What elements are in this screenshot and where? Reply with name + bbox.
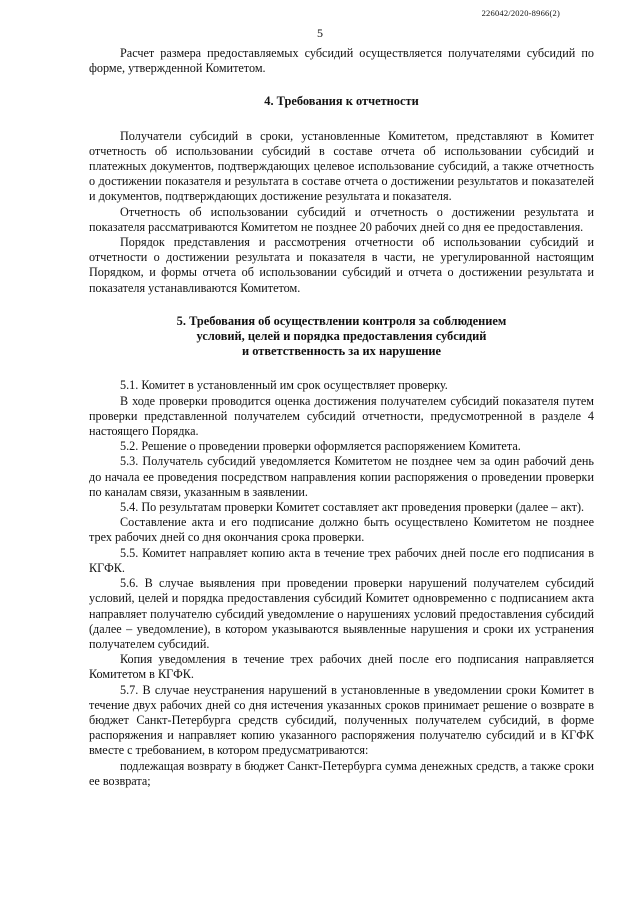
section-5-paragraph: 5.1. Комитет в установленный им срок осуществляет проверку. [120,378,448,393]
section-5-paragraph: подлежащая возврату в бюджет Санкт-Петербурга сумма денежных средств, а также сроки ее возврата; [89,758,594,788]
section-4-title: 4. Требования к отчетности [264,94,419,109]
section-5-paragraph: Составление акта и его подписание должно быть осуществлено Комитетом не позднее трех рабочих дней со дня окончания срока проверки. [89,515,594,545]
section-5-paragraph: 5.2. Решение о проведении проверки оформляется распоряжением Комитета. [120,439,521,454]
section-4-paragraph: Получатели субсидий в сроки, установленные Комитетом, представляют в Комитет отчетность об использовании субсидий в составе отчета об использовании субсидий и платежных документов, подтверждающих целевое использование субсидий, а также отчетность о достижении показателя и результата в составе отчета о достижении результатов и показателей и документов, подтверждающих достижение результата и показателя. [89,128,594,204]
section-4-paragraph: Порядок представления и рассмотрения отчетности об использовании субсидий и отчетности о достижении результата и показателя в части, не урегулированной настоящим Порядком, и формы отчета об использовании субсидий и отчета о достижении результата и показателя устанавливаются Комитетом. [89,235,594,295]
section-5-paragraph: 5.7. В случае неустранения нарушений в установленные в уведомлении сроки Комитет в течение двух рабочих дней со дня истечения указанных сроков принимает решение о возврате в бюджет Санкт-Петербурга средств субсидий, полученных получателем субсидий, в форме распоряжения и направляет копию указанного распоряжения получателю субсидий и в КГФК вместе с требованием, в котором предусматриваются: [89,682,594,758]
section-5-paragraph: 5.4. По результатам проверки Комитет составляет акт проведения проверки (далее – акт). [120,500,585,515]
section-5-paragraph: 5.6. В случае выявления при проведении проверки нарушений получателем субсидий условий, целей и порядка предоставления субсидий Комитет одновременно с подписанием акта направляет получателю субсидий уведомление о нарушениях условий предоставления субсидий (далее – уведомление), в котором указываются выявленные нарушения и сроки их устранения получателем субсидий. [89,576,594,651]
section-5-paragraph: В ходе проверки проводится оценка достижения получателем субсидий показателя путем проверки представленной получателем субсидий отчетности, предусмотренной в разделе 4 настоящего Порядка. [89,393,594,439]
section-5-title-line: 5. Требования об осуществлении контроля за соблюдением [176,313,507,328]
intro-paragraph: Расчет размера предоставляемых субсидий осуществляется получателями субсидий по форме, утвержденной Комитетом. [89,46,594,76]
page-number: 5 [317,26,323,40]
section-5-title-line: условий, целей и порядка предоставления субсидий [196,329,487,344]
document-id: 226042/2020-8966(2) [481,8,560,18]
section-5-paragraph: 5.3. Получатель субсидий уведомляется Комитетом не позднее чем за один рабочий день до начала ее проведения посредством направления копии распоряжения о проведении проверки по каналам связи, указанным в заявлении. [89,454,594,499]
section-5-title-line: и ответственность за их нарушение [242,344,441,359]
section-4-paragraph: Отчетность об использовании субсидий и отчетность о достижении результата и показателя рассматриваются Комитетом не позднее 20 рабочих дней со дня ее предоставления. [89,204,594,234]
document-body [89,46,594,789]
section-5-paragraph: 5.5. Комитет направляет копию акта в течение трех рабочих дней после его подписания в КГФК. [89,545,594,575]
section-5-title [89,314,594,360]
section-5-paragraph: Копия уведомления в течение трех рабочих дней после его подписания направляется Комитетом в КГФК. [89,652,594,682]
